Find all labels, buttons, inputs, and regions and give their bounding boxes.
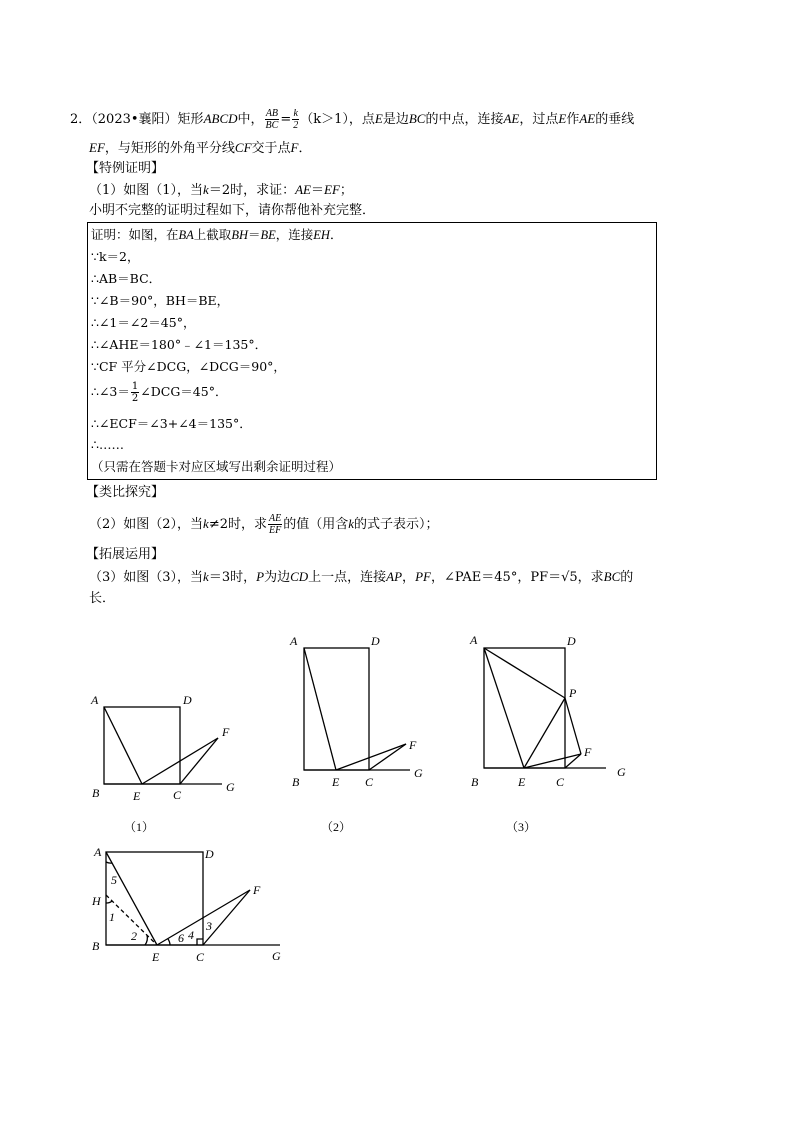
label-f: F: [409, 738, 417, 752]
point-p: P: [256, 569, 265, 584]
label-g: G: [272, 949, 281, 963]
problem-number: 2．: [70, 112, 92, 127]
q2-text: 的式子表示）；: [354, 517, 439, 532]
label-f: F: [222, 725, 230, 739]
point-f: F: [290, 140, 299, 155]
var-k: k: [203, 182, 209, 197]
proof-line-7: ∵CF 平分∠DCG，∠DCG＝90°，: [91, 359, 286, 374]
proof-line-9: ∴∠ECF＝∠3+∠4＝135°．: [91, 416, 252, 431]
label-g: G: [617, 765, 626, 779]
label-a: A: [290, 634, 298, 648]
proof-text: ∴∠3＝: [91, 384, 130, 399]
point-e: E: [558, 111, 567, 126]
label-b: B: [92, 939, 100, 953]
sqrt-five: √5: [561, 570, 578, 585]
line-ae: AE: [503, 111, 520, 126]
problem-source: （2023•襄阳）: [91, 112, 178, 127]
label-d: D: [567, 634, 576, 648]
point-e: E: [374, 111, 383, 126]
stem-text: 中，: [237, 112, 264, 127]
angle-label-4: 4: [188, 928, 194, 942]
label-c: C: [173, 788, 182, 802]
label-b: B: [92, 786, 100, 800]
caption-2: （2）: [321, 820, 352, 834]
q3-text: 的: [620, 570, 634, 585]
label-d: D: [183, 693, 192, 707]
label-c: C: [556, 775, 565, 789]
q3-text: ，∠PAE＝45°，PF＝: [430, 570, 562, 585]
proof-line-11: （只需在答题卡对应区域写出剩余证明过程）: [91, 459, 342, 474]
angle-label-1: 1: [109, 910, 115, 924]
ratio-denominator: BC: [265, 120, 279, 131]
proof-text: 上截取: [193, 227, 232, 242]
proof-text: 证明：如图，在: [91, 227, 179, 242]
stem-text: 的中点，连接: [425, 112, 504, 127]
segment-pf: PF: [415, 569, 431, 584]
proof-text: ．: [329, 227, 343, 242]
proof-line-10: ∴……: [91, 437, 124, 452]
stem-text: 的垂线: [595, 112, 635, 127]
stem-text: ，与矩形的外角平分线: [104, 141, 235, 156]
right-angle-mark: [197, 939, 203, 945]
k-numerator: k: [293, 108, 298, 119]
line-ae: AE: [579, 111, 596, 126]
q1-text: ；: [339, 183, 353, 198]
stem-text: ，过点: [519, 112, 559, 127]
label-e: E: [332, 775, 340, 789]
caption-3: （3）: [506, 820, 537, 834]
label-c: C: [196, 950, 205, 964]
segment-ba: BA: [178, 228, 194, 242]
angle-arc-2: [145, 935, 147, 945]
proof-text: ∠DCG＝45°．: [140, 384, 228, 399]
angle-label-6: 6: [178, 931, 184, 945]
label-e: E: [518, 775, 526, 789]
section-special-proof: 【特例证明】: [86, 161, 165, 176]
q3-line-2: 长．: [89, 591, 116, 606]
line-cf: CF: [234, 140, 252, 155]
stem-text: ．: [298, 141, 312, 156]
ratio-numerator: AB: [265, 108, 279, 119]
label-a: A: [91, 693, 99, 707]
label-e: E: [152, 950, 160, 964]
q2-text: 的值（用含: [283, 517, 349, 532]
label-h: H: [92, 894, 101, 908]
q1-text: （1）如图（1），当: [89, 183, 204, 198]
stem-text: 是边: [382, 112, 409, 127]
k-denominator: 2: [293, 120, 299, 131]
half-denominator: 2: [131, 393, 139, 404]
q3-text: ＝3时，: [208, 570, 257, 585]
label-b: B: [292, 775, 300, 789]
caption-1: （1）: [124, 820, 155, 834]
angle-label-5: 5: [111, 873, 117, 887]
label-a: A: [470, 633, 478, 647]
label-f: F: [584, 745, 592, 759]
line-ef: EF: [324, 182, 340, 197]
angle-arc-1: [106, 901, 112, 903]
proof-line-2: ∵k＝2，: [91, 249, 140, 264]
side-bc: BC: [603, 569, 621, 584]
fraction-denominator: EF: [269, 525, 282, 536]
segment-be: BE: [260, 228, 276, 242]
label-c: C: [365, 775, 374, 789]
angle-arc-6: [168, 939, 170, 945]
proof-text: ，连接: [275, 227, 314, 242]
q3-text: ，求: [577, 570, 604, 585]
segment-bh: BH: [231, 228, 248, 242]
side-cd: CD: [290, 569, 309, 584]
label-a: A: [94, 845, 102, 859]
q3-text: ，: [402, 570, 416, 585]
section-extend: 【拓展运用】: [86, 547, 165, 562]
proof-text: ＝: [247, 227, 261, 242]
stem-text: 交于点: [251, 141, 291, 156]
q2-text: ≠2时，求: [208, 517, 267, 532]
q3-text: （3）如图（3），当: [89, 570, 204, 585]
equals-sign: =: [280, 112, 292, 127]
angle-label-2: 2: [131, 929, 137, 943]
q2-text: （2）如图（2），当: [89, 517, 204, 532]
proof-line-4: ∵∠B＝90°，BH＝BE，: [91, 293, 230, 308]
line-ef: EF: [89, 140, 105, 155]
segment-cf: [203, 890, 250, 945]
angle-label-3: 3: [206, 919, 212, 933]
q1-note: 小明不完整的证明过程如下，请你帮他补充完整．: [89, 203, 376, 218]
proof-line-3: ∴AB＝BC．: [91, 271, 162, 286]
section-analogy: 【类比探究】: [86, 485, 165, 500]
segment-eh: EH: [313, 228, 330, 242]
var-k: k: [203, 569, 209, 584]
q1-text: ＝2时，求证：: [208, 183, 296, 198]
rect-name: ABCD: [203, 111, 238, 126]
q3-text: 上一点，连接: [308, 570, 387, 585]
proof-line-5: ∴∠1＝∠2＝45°，: [91, 315, 196, 330]
label-d: D: [371, 634, 380, 648]
fraction-numerator: AE: [269, 513, 282, 524]
label-d: D: [205, 847, 214, 861]
segment-ap: AP: [386, 569, 403, 584]
q1-text: ＝: [311, 183, 325, 198]
label-b: B: [471, 775, 479, 789]
var-k: k: [203, 516, 209, 531]
label-f: F: [253, 883, 261, 897]
line-ae: AE: [295, 182, 311, 197]
k-condition: （k＞1），点: [300, 112, 375, 127]
label-g: G: [226, 780, 235, 794]
q3-text: 为边: [264, 570, 291, 585]
stem-text: 矩形: [177, 112, 204, 127]
label-g: G: [414, 766, 423, 780]
stem-text: 作: [566, 112, 580, 127]
label-e: E: [133, 789, 141, 803]
var-k: k: [348, 516, 355, 531]
half-numerator: 1: [131, 381, 139, 392]
proof-line-6: ∴∠AHE＝180°﹣∠1＝135°．: [91, 337, 268, 352]
label-p: P: [569, 686, 577, 700]
side-bc: BC: [408, 111, 426, 126]
